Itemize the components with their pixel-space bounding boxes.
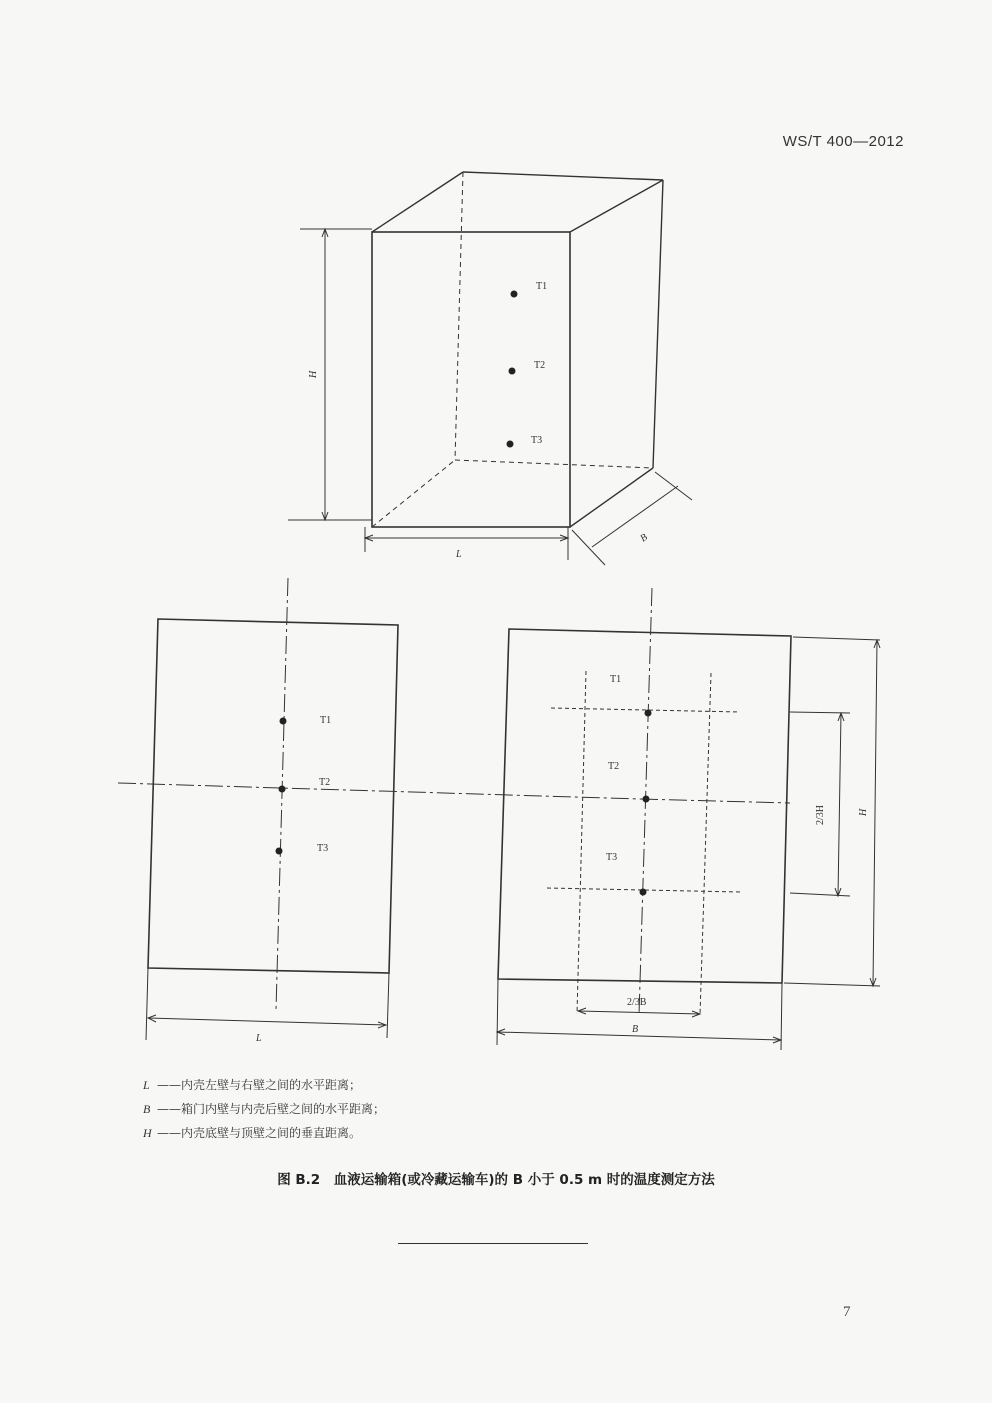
- iso-dim-l: L: [456, 549, 462, 560]
- front-point-t2: [279, 786, 286, 793]
- legend-item-l: L ——内壳左壁与右壁之间的水平距离；: [143, 1078, 362, 1092]
- side-point-t3: [640, 889, 647, 896]
- front-dim-l: L: [256, 1033, 262, 1044]
- iso-label-t2: T2: [534, 360, 546, 371]
- legend-item-h: H ——内壳底壁与顶壁之间的垂直距离。: [143, 1126, 362, 1140]
- side-view-outline: [498, 629, 791, 983]
- side-dim-2-3b: 2/3B: [627, 997, 647, 1008]
- page-number: 7: [843, 1304, 851, 1320]
- figure-caption: 图 B.2 血液运输箱(或冷藏运输车)的 B 小于 0.5 m 时的温度测定方法: [277, 1172, 715, 1188]
- front-label-t3: T3: [317, 843, 329, 854]
- end-rule: [398, 1243, 588, 1244]
- iso-point-t1: [511, 291, 518, 298]
- front-view: [118, 578, 640, 1040]
- front-point-t3: [276, 848, 283, 855]
- iso-label-t3: T3: [531, 435, 543, 446]
- side-label-t1: T1: [610, 674, 622, 685]
- standard-code: WS/T 400—2012: [782, 133, 904, 150]
- iso-point-t2: [509, 368, 516, 375]
- iso-dim-h: H: [308, 370, 319, 378]
- side-dim-2-3h: 2/3H: [815, 805, 826, 825]
- legend-item-b: B ——箱门内壁与内壳后壁之间的水平距离；: [143, 1102, 386, 1116]
- front-label-t1: T1: [320, 715, 332, 726]
- side-label-t2: T2: [608, 761, 620, 772]
- figure-legend: [143, 1073, 385, 1145]
- iso-dim-b: B: [638, 531, 650, 545]
- front-point-t1: [280, 718, 287, 725]
- side-label-t3: T3: [606, 852, 618, 863]
- front-view-outline: [148, 619, 398, 973]
- side-point-t2: [643, 796, 650, 803]
- iso-box: [288, 172, 692, 565]
- side-point-t1: [645, 710, 652, 717]
- side-dim-h: H: [858, 808, 869, 816]
- iso-point-t3: [507, 441, 514, 448]
- iso-label-t1: T1: [536, 281, 548, 292]
- side-dim-b: B: [632, 1024, 639, 1035]
- front-label-t2: T2: [319, 777, 331, 788]
- iso-front-face: [372, 232, 570, 527]
